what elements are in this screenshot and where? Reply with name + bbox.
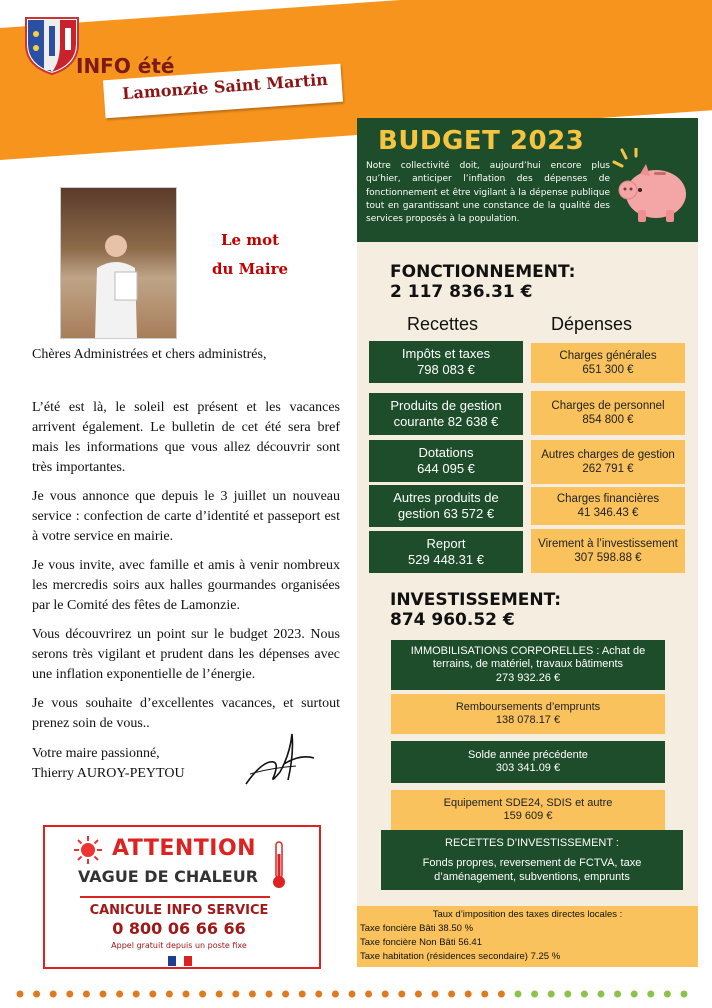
budget-title: BUDGET 2023 [378, 126, 585, 156]
signature-icon [240, 724, 320, 790]
fonctionnement-title: FONCTIONNEMENT: [390, 262, 576, 282]
recette-item [369, 440, 523, 482]
recette-value: 529 448.31 € [408, 552, 484, 567]
recettes-investissement-text: Fonds propres, reversement de FCTVA, taxe d’aménagement, subventions, emprunts [422, 857, 642, 883]
decorative-dot [332, 991, 339, 998]
depense-label: Virement à l’investissement [538, 538, 678, 550]
decorative-dot [216, 991, 223, 998]
decorative-dot [66, 991, 73, 998]
depense-value: 854 800 € [582, 414, 634, 426]
decorative-dot [564, 991, 571, 998]
mayor-figure-icon [93, 228, 139, 338]
recette-item [369, 341, 523, 383]
depense-value: 651 300 € [582, 364, 634, 376]
depense-label: Charges financières [556, 493, 660, 505]
tax-line: Taxe foncière Non Bâti 56.41 [360, 937, 482, 948]
depense-item [531, 529, 685, 573]
decorative-dot [515, 991, 522, 998]
coat-of-arms-icon [22, 14, 82, 76]
mayor-photo [60, 187, 177, 339]
mayor-name: Thierry AUROY-PEYTOU [32, 766, 185, 781]
recette-item [369, 393, 523, 435]
decorative-dot [498, 991, 505, 998]
thermometer-icon [270, 840, 288, 890]
decorative-dot [116, 991, 123, 998]
letter-paragraph: Vous découvrirez un point sur le budget 2023. Nous serons très vigilant et prudent dans les dépenses avec une inflation exponentielle de l’énergie. [32, 627, 340, 682]
recettes-heading: Recettes [407, 314, 479, 334]
decorative-dot [266, 991, 273, 998]
tax-line: Taxe habitation (résidences secondaire) 7.25 % [360, 951, 561, 962]
investissement-value: 159 609 € [503, 810, 553, 822]
heat-phone-number[interactable]: 0 800 06 66 66 [112, 919, 246, 938]
depense-value: 262 791 € [582, 463, 634, 475]
decorative-dot [481, 991, 488, 998]
decorative-dot [299, 991, 306, 998]
mayor-heading-line2: du Maire [211, 260, 289, 278]
decorative-dot [531, 991, 538, 998]
decorative-dot [183, 991, 190, 998]
decorative-dot [581, 991, 588, 998]
bulletin-title: INFO été [76, 54, 175, 78]
decorative-dot [681, 991, 688, 998]
investissement-item [391, 790, 665, 830]
recettes-investissement-title: RECETTES D’INVESTISSEMENT : [445, 837, 619, 849]
letter-paragraph: L’été est là, le soleil est présent et les vacances arrivent également. Le bulletin de cet été sera bref mais les informations que vous allez découvrir sont très importantes. [32, 400, 340, 475]
investissement-label: Remboursements d’emprunts [455, 700, 601, 713]
french-flag-icon [168, 956, 192, 966]
depense-item [531, 487, 685, 525]
decorative-dot [83, 991, 90, 998]
mayor-heading [190, 226, 310, 284]
decorative-dot [647, 991, 654, 998]
depense-item [531, 440, 685, 484]
budget-intro: Notre collectivité doit, aujourd’hui encore plus qu’hier, anticiper l’inflation des dépenses de fonctionnement et être vigilant à la dépense publique tout en garantissant une constance de la qualité des services proposés à la population. [366, 161, 610, 225]
piggy-bank-icon [610, 148, 694, 230]
recette-value: 644 095 € [417, 461, 475, 476]
investissement-value: 138 078.17 € [495, 714, 561, 726]
heat-phone-note: Appel gratuit depuis un poste fixe [111, 941, 247, 950]
decorative-dot [282, 991, 289, 998]
commune-name: Lamonzie Saint Martin [121, 69, 329, 104]
depense-label: Charges de personnel [551, 400, 665, 412]
recette-label: Autres produits de [393, 490, 499, 505]
decorative-dot [664, 991, 671, 998]
tax-line: Taxe foncière Bâti 38.50 % [360, 923, 474, 934]
recette-item [369, 485, 523, 527]
decorative-dot [614, 991, 621, 998]
investissement-label: Equipement SDE24, SDIS et autre [443, 796, 613, 809]
depense-item [531, 343, 685, 383]
letter-paragraph: Je vous annonce que depuis le 3 juillet un nouveau service : confection de carte d’identité et passeport est à votre service en mairie. [32, 489, 340, 544]
depense-item [531, 391, 685, 435]
heat-alert-subtitle: VAGUE DE CHALEUR [78, 867, 259, 886]
depense-value: 41 346.43 € [577, 507, 639, 519]
investissement-label: Solde année précédente [468, 748, 588, 761]
decorative-dot [398, 991, 405, 998]
decorative-dot [50, 991, 57, 998]
decorative-dot [432, 991, 439, 998]
decorative-dot [33, 991, 40, 998]
investissement-value: 303 341.09 € [495, 762, 561, 774]
decorative-dot [315, 991, 322, 998]
recette-value: 798 083 € [417, 362, 475, 377]
recette-value: courante 82 638 € [393, 414, 499, 429]
decorative-dot [149, 991, 156, 998]
investissement-amount: 874 960.52 € [390, 610, 515, 630]
letter-paragraph: Je vous invite, avec famille et amis à venir nombreux les mercredis soirs aux halles gourmandes organisées par le Comité des fêtes de Lamonzie. [32, 558, 340, 613]
mayor-heading-line1: Le mot [220, 231, 280, 249]
recette-value: gestion 63 572 € [397, 506, 495, 521]
fonctionnement-amount: 2 117 836.31 € [390, 282, 533, 302]
investissement-item [391, 640, 665, 690]
decorative-dot [548, 991, 555, 998]
recette-label: Produits de gestion [390, 398, 502, 413]
investissement-label: IMMOBILISATIONS CORPORELLES : Achat de terrains, de matériel, travaux bâtiments [410, 644, 646, 671]
recette-label: Impôts et taxes [401, 346, 491, 361]
recette-item [369, 531, 523, 573]
decorative-dot [631, 991, 638, 998]
depense-label: Autres charges de gestion [541, 449, 675, 461]
heat-alert-title: ATTENTION [112, 836, 257, 861]
letter-closing: Votre maire passionné, [32, 746, 160, 761]
decorative-dot [465, 991, 472, 998]
decorative-dot-border [14, 987, 698, 1001]
decorative-dot [133, 991, 140, 998]
investissement-item [391, 741, 665, 783]
recettes-investissement-box [381, 830, 683, 890]
decorative-dot [365, 991, 372, 998]
decorative-dot [249, 991, 256, 998]
recette-label: Report [426, 536, 466, 551]
depense-label: Charges générales [559, 350, 657, 362]
investissement-title: INVESTISSEMENT: [390, 590, 562, 610]
investissement-value: 273 932.26 € [495, 671, 561, 684]
decorative-dot [232, 991, 239, 998]
heat-service-name: CANICULE INFO SERVICE [89, 903, 269, 918]
investissement-item [391, 694, 665, 734]
sun-icon [74, 836, 102, 864]
decorative-dot [166, 991, 173, 998]
depense-value: 307 598.88 € [574, 552, 642, 564]
recette-label: Dotations [418, 445, 474, 460]
heat-divider [80, 896, 270, 898]
depenses-heading: Dépenses [551, 314, 633, 334]
decorative-dot [415, 991, 422, 998]
decorative-dot [448, 991, 455, 998]
tax-heading: Taux d’imposition des taxes directes locales : [432, 909, 623, 920]
decorative-dot [199, 991, 206, 998]
decorative-dot [382, 991, 389, 998]
decorative-dot [349, 991, 356, 998]
decorative-dot [598, 991, 605, 998]
letter-greeting: Chères Administrées et chers administrés, [32, 347, 267, 362]
decorative-dot [100, 991, 107, 998]
decorative-dot [17, 991, 24, 998]
letter-paragraph: Je vous souhaite d’excellentes vacances, et surtout prenez soin de vous.. [32, 696, 340, 731]
